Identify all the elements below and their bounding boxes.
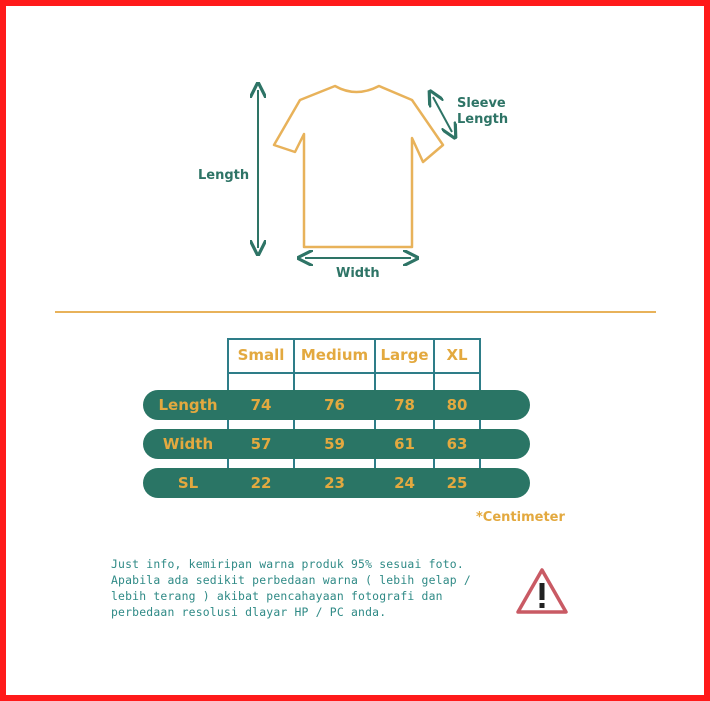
table-cell: 23 <box>324 474 345 492</box>
disclaimer-line: lebih terang ) akibat pencahayaan fotografi dan <box>111 589 443 603</box>
sleeve-label-line2: Length <box>457 112 509 127</box>
size-header-xl: XL <box>446 346 468 364</box>
disclaimer-line: perbedaan resolusi dlayar HP / PC anda. <box>111 605 387 619</box>
size-header-large: Large <box>380 346 429 364</box>
table-cell: 57 <box>250 435 272 453</box>
table-cell: 76 <box>324 396 345 414</box>
table-cell: 59 <box>324 435 345 453</box>
sleeve-label-line1: Sleeve <box>457 96 506 111</box>
unit-note: *Centimeter <box>476 510 565 525</box>
table-cell: 63 <box>446 435 468 453</box>
table-cell: 25 <box>446 474 468 492</box>
table-cell: 24 <box>394 474 415 492</box>
tshirt-outline-icon <box>274 86 443 247</box>
section-divider <box>55 311 656 313</box>
width-label: Width <box>336 266 380 281</box>
table-cell: 74 <box>250 396 272 414</box>
disclaimer-line: Just info, kemiripan warna produk 95% sesuai foto. <box>111 557 464 571</box>
sleeve-arrow <box>433 97 452 132</box>
table-top-line <box>227 338 480 340</box>
disclaimer-line: Apabila ada sedikit perbedaan warna ( lebih gelap / <box>111 573 471 587</box>
table-cell: 80 <box>446 396 468 414</box>
tshirt-diagram <box>0 0 710 300</box>
row-label-width: Width <box>162 435 214 453</box>
row-label-length: Length <box>158 396 218 414</box>
table-cell: 22 <box>250 474 272 492</box>
size-header-medium: Medium <box>300 346 369 364</box>
size-header-small: Small <box>237 346 285 364</box>
row-label-sl: SL <box>177 474 199 492</box>
warning-triangle-icon <box>514 566 570 616</box>
table-cell: 78 <box>394 396 415 414</box>
table-cell: 61 <box>394 435 415 453</box>
table-header-line <box>227 372 480 374</box>
sleeve-length-label <box>457 96 508 128</box>
color-disclaimer <box>111 556 501 620</box>
length-label: Length <box>198 168 250 183</box>
